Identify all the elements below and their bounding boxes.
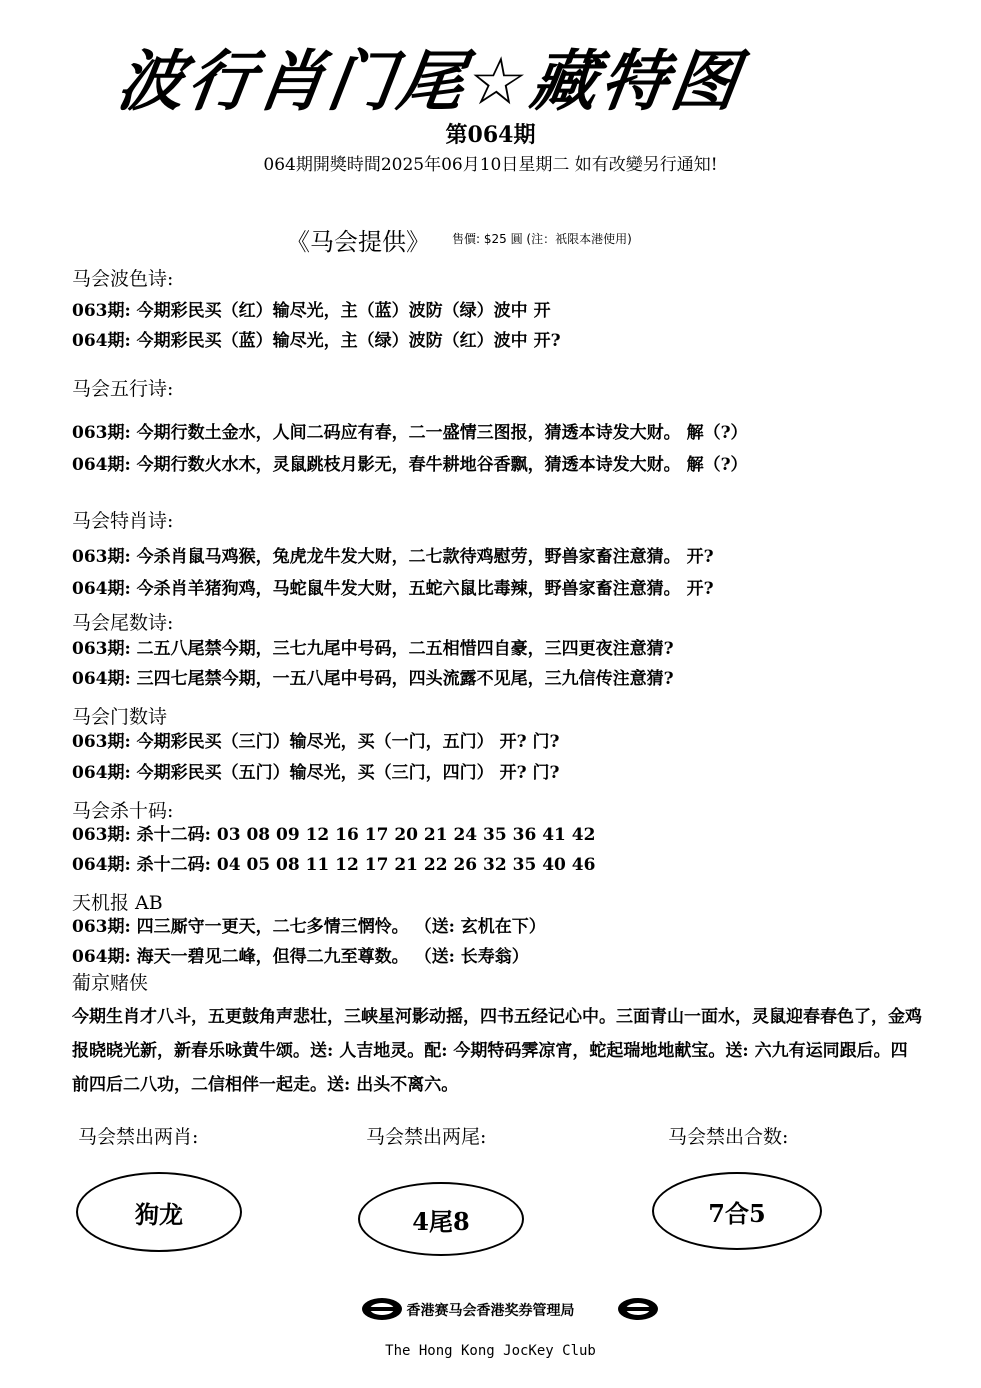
kill-numbers-line: 064期: 杀十二码: 04 05 08 11 12 17 21 22 26 32 35 40 46: [72, 855, 596, 875]
ban-sum-value: 7合5: [652, 1172, 822, 1250]
zodiac-poem-title: 马会特肖诗:: [72, 510, 174, 532]
tail-poem-line: 063期: 二五八尾禁今期，三七九尾中号码，二五相惜四自豪，三四更夜注意猜?: [72, 639, 674, 659]
door-poem-line: 064期: 今期彩民买（五门）输尽光，买（三门，四门） 开? 门?: [72, 763, 560, 783]
putao-title: 葡京赌侠: [72, 972, 149, 994]
wave-poem-line: 063期: 今期彩民买（红）输尽光，主（蓝）波防（绿）波中 开: [72, 301, 551, 321]
page-title: 波行肖门尾☆藏特图: [112, 43, 747, 120]
putao-text: 今期生肖才八斗，五更鼓角声悲壮，三峡星河影动摇，四书五经记心中。三面青山一面水，灵鼠迎春春色了，金鸡报晓晓光新，新春乐咏黄牛颂。送: 人吉地灵。配: 今期特码霁凉宵，蛇起瑞地地献宝。送: 六九有运同跟后。四前四后二八功，二信相伴一起走。送: 出头不离六。: [72, 1007, 922, 1095]
door-poem-line: 063期: 今期彩民买（三门）输尽光，买（一门，五门） 开? 门?: [72, 732, 560, 752]
tianji-line: 063期: 四三厮守一更天，二七多情三惘怜。 （送: 玄机在下）: [72, 917, 546, 937]
five-poem-line: 064期: 今期行数火水木，灵鼠跳枝月影无，春牛耕地谷香飘，猜透本诗发大财。 解（?）: [72, 455, 748, 475]
five-poem-title: 马会五行诗:: [72, 378, 174, 400]
five-poem-line: 063期: 今期行数土金水，人间二码应有春，二一盛情三图报，猜透本诗发大财。 解（?）: [72, 423, 748, 443]
ban-sum-label: 马会禁出合数:: [668, 1126, 789, 1148]
tianji-line: 064期: 海天一碧见二峰，但得二九至尊数。 （送: 长寿翁）: [72, 947, 529, 967]
kill-numbers-line: 063期: 杀十二码: 03 08 09 12 16 17 20 21 24 35 36 41 42: [72, 825, 596, 845]
zodiac-poem-line: 063期: 今杀肖鼠马鸡猴，兔虎龙牛发大财，二七款待鸡慰劳，野兽家畜注意猜。 开?: [72, 547, 714, 567]
hkjc-logo-icon: [616, 1296, 660, 1322]
footer-club-en: The Hong Kong JocKey Club: [385, 1343, 596, 1359]
provider-label: 《马会提供》: [286, 228, 430, 256]
tail-poem-line: 064期: 三四七尾禁今期，一五八尾中号码，四头流露不见尾，三九信传注意猜?: [72, 669, 674, 689]
tail-poem-title: 马会尾数诗:: [72, 612, 174, 634]
footer-club-cn: 香港赛马会香港奖券管理局: [406, 1303, 575, 1319]
zodiac-poem-line: 064期: 今杀肖羊猪狗鸡，马蛇鼠牛发大财，五蛇六鼠比毒辣，野兽家畜注意猜。 开?: [72, 579, 714, 599]
ban-zodiac-label: 马会禁出两肖:: [78, 1126, 199, 1148]
ban-tail-value: 4尾8: [358, 1182, 524, 1256]
price-label: 售價: $25 圓 (注：祇限本港使用): [452, 232, 632, 246]
door-poem-title: 马会门数诗: [72, 706, 168, 728]
issue-number: 第064期: [445, 122, 536, 148]
tianji-title: 天机报 AB: [72, 892, 163, 914]
wave-poem-title: 马会波色诗:: [72, 268, 174, 290]
kill-numbers-title: 马会杀十码:: [72, 800, 174, 822]
ban-tail-label: 马会禁出两尾:: [366, 1126, 487, 1148]
wave-poem-line: 064期: 今期彩民买（蓝）输尽光，主（绿）波防（红）波中 开?: [72, 331, 561, 351]
ban-zodiac-value: 狗龙: [76, 1172, 242, 1252]
draw-notice: 064期開獎時間2025年06月10日星期二 如有改變另行通知!: [263, 155, 718, 175]
